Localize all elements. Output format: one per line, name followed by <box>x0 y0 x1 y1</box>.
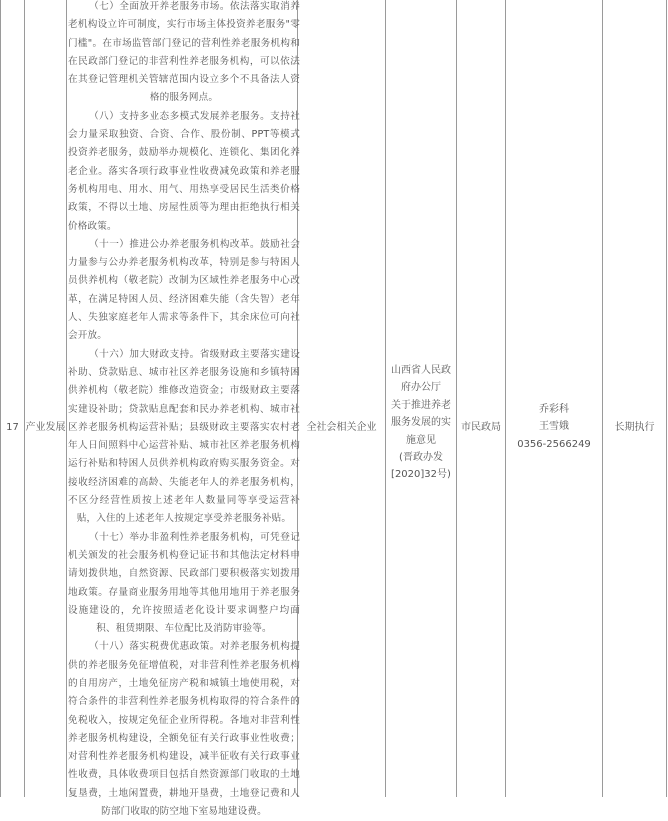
row-category: 产业发展 <box>25 421 66 433</box>
policy-content <box>68 0 300 821</box>
table-border-right <box>666 0 667 797</box>
policy-paragraph: （七）全面放开养老服务市场。依法落实取消养老机构设立许可制度，实行市场主体投资养老服务"零门槛"。在市场监管部门登记的营利性养老服务机构和在民政部门登记的非营利性养老服务机构，可以依法在其登记管理机关管辖范围内设立多个不具备法人资格的服务网点。 <box>68 1 300 104</box>
table-border-left <box>0 0 1 797</box>
policy-paragraph: （十八）落实税费优惠政策。对养老服务机构提供的养老服务免征增值税，对非营利性养老服务机构的自用房产，土地免征房产税和城镇土地使用税，对符合条件的非营利性养老服务机构取得的符合条件的免税收入，按规定免征企业所得税。各地对非营利性养老服务机构建设，全额免征有关行政事业性收费；对营利性养老服务机构建设，减半征收有关行政事业性收费，具体收费项目包括自然资源部门收取的土地复垦费，土地闲置费，耕地开垦费，土地登记费和人防部门收取的防空地下室易地建设费。 <box>68 641 300 818</box>
column-divider <box>505 0 506 797</box>
policy-paragraph: （十七）举办非盈利性养老服务机构，可凭登记机关颁发的社会服务机构登记证书和其他法定材料申请划拨供地，自然资源、民政部门要积极落实划拨用地政策。存量商业服务用地等其他用地用于养老服务设施建设的，允许按照适老化设计要求调整户均面积、租赁期限、车位配比及消防审验等。 <box>68 531 300 635</box>
row-contact-name-2: 王雪娥 <box>539 420 569 432</box>
policy-document-line: 施意见 <box>406 434 436 446</box>
column-divider <box>24 0 25 797</box>
policy-document <box>388 362 454 484</box>
column-divider <box>602 0 603 797</box>
row-department: 市民政局 <box>461 421 501 433</box>
policy-document-line: [2020]32号) <box>391 469 451 481</box>
policy-paragraph: （八）支持多业态多模式发展养老服务。支持社会力量采取独资、合资、合作、股份制、PPT等模式投资养老服务，鼓励举办规模化、连锁化、集团化养老企业。落实各项行政事业性收费减免政策和养老服务机构用电、用水、用气、用热享受居民生活类价格政策，不得以土地、房屋性质等为理由拒绝执行相关价格政策。 <box>68 110 300 232</box>
policy-document-line: 山西省人民政 <box>391 365 451 376</box>
policy-paragraph: （十一）推进公办养老服务机构改革。鼓励社会力量参与公办养老服务机构改革，特别是参与特困人员供养机构（敬老院）改制为区域性养老服务中心改革，在满足特困人员、经济困难失能（含失智）老年人、失独家庭老年人需求等条件下，其余床位可向社会开放。 <box>68 238 300 342</box>
row-period: 长期执行 <box>614 421 655 433</box>
policy-document-line: (晋政办发 <box>399 452 443 464</box>
column-divider <box>66 0 67 797</box>
row-contact-phone: 0356-2566249 <box>517 438 591 450</box>
policy-document-line: 关于推进养老 <box>391 399 451 411</box>
row-contact-name: 乔彩科 <box>539 403 569 415</box>
column-divider <box>385 0 386 797</box>
policy-paragraph: （十六）加大财政支持。省级财政主要落实建设补助、贷款贴息、城市社区养老服务设施和乡镇特困供养机构（敬老院）维修改造资金；市级财政主要落实建设补助；贷款贴息配套和民办养老机构、城市社区养老服务机构运营补贴；县级财政主要落实农村老年人日间照料中心运营补贴、城市社区养老服务机构运行补贴和特困人员供养机构政府购买服务资金。对接收经济困难的高龄、失能老年人的养老服务机构，不区分经营性质按上述老年人数量同等享受运营补贴，入住的上述老年人按规定享受养老服务补贴。 <box>68 348 300 525</box>
policy-document-line: 服务发展的实 <box>391 417 451 429</box>
row-target: 全社会相关企业 <box>306 421 377 433</box>
policy-document-line: 府办公厅 <box>401 382 441 394</box>
column-divider <box>456 0 457 797</box>
row-index: 17 <box>6 421 19 433</box>
